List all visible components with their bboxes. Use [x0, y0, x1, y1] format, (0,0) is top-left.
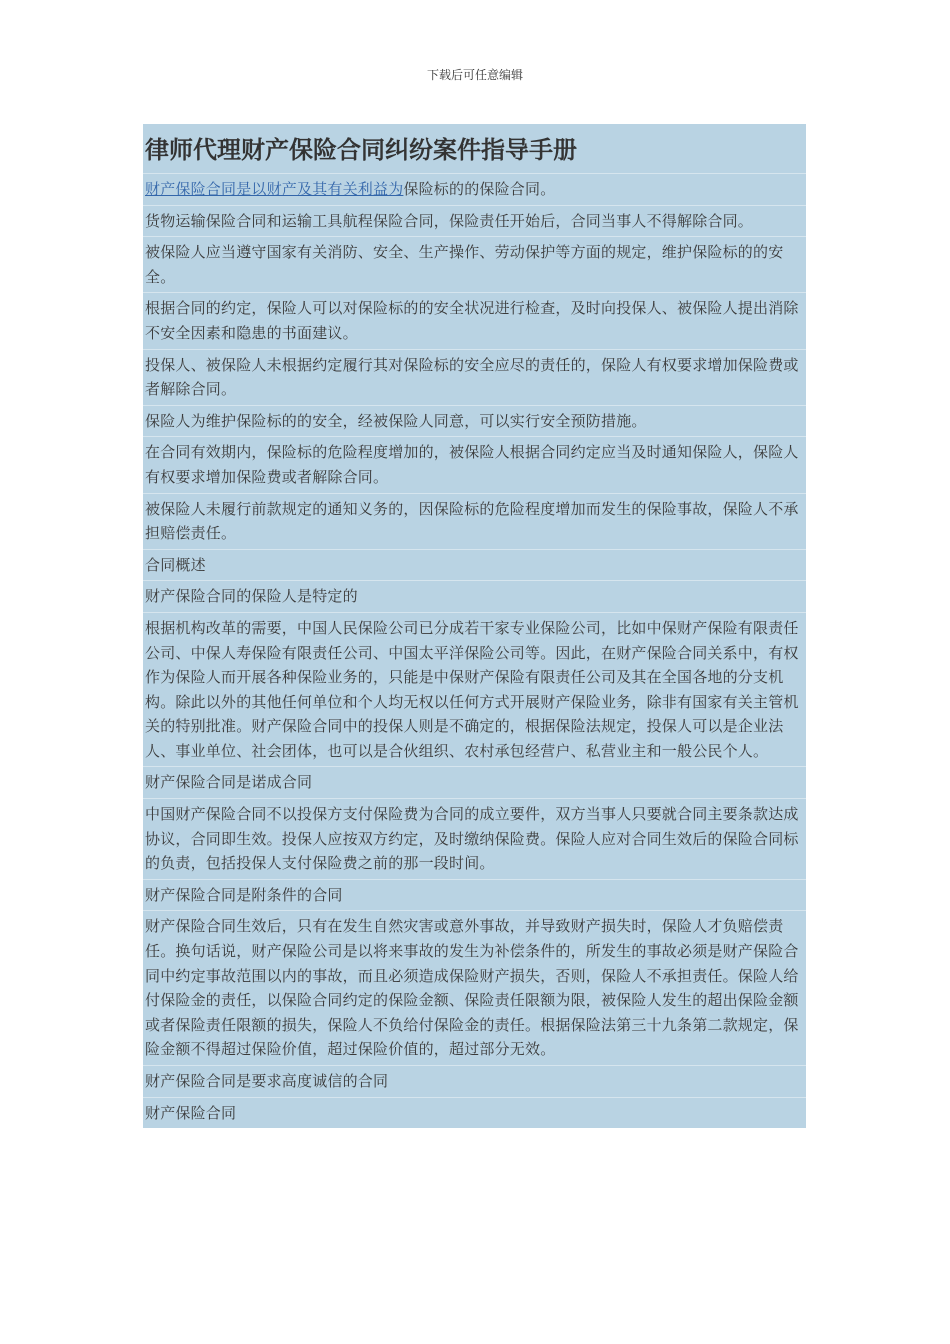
paragraph: 根据机构改革的需要，中国人民保险公司已分成若干家专业保险公司，比如中保财产保险有限责任公司、中保人寿保险有限责任公司、中国太平洋保险公司等。因此，在财产保险合同关系中，有权作为保险人而开展各种保险业务的，只能是中保财产保险有限责任公司及其在全国各地的分支机构。除此以外的其他任何单位和个人均无权以任何方式开展财产保险业务，除非有国家有关主管机关的特别批准。财产保险合同中的投保人则是不确定的，根据保险法规定，投保人可以是企业法人、事业单位、社会团体，也可以是合伙组织、农村承包经营户、私营业主和一般公民个人。: [143, 613, 806, 768]
paragraph: 被保险人应当遵守国家有关消防、安全、生产操作、劳动保护等方面的规定，维护保险标的的安全。: [143, 237, 806, 293]
section-heading: 合同概述: [143, 550, 806, 582]
document-title: 律师代理财产保险合同纠纷案件指导手册: [143, 124, 806, 174]
paragraph: 财产保险合同: [145, 1103, 237, 1122]
paragraph: 财产保险合同生效后，只有在发生自然灾害或意外事故，并导致财产损失时，保险人才负赔偿责任。换句话说，财产保险公司是以将来事故的发生为补偿条件的，所发生的事故必须是财产保险合同中约定事故范围以内的事故，而且必须造成保险财产损失，否则，保险人不承担责任。保险人给付保险金的责任，以保险合同约定的保险金额、保险责任限额为限，被保险人发生的超出保险金额或者保险责任限额的损失，保险人不负给付保险金的责任。根据保险法第三十九条第二款规定，保险金额不得超过保险价值，超过保险价值的，超过部分无效。: [143, 911, 806, 1066]
intro-link[interactable]: 财产保险合同是以财产及其有关利益为: [145, 180, 404, 198]
paragraph: 根据合同的约定，保险人可以对保险标的的安全状况进行检查，及时向投保人、被保险人提出消除不安全因素和隐患的书面建议。: [143, 293, 806, 349]
section-heading: 财产保险合同是诺成合同: [143, 767, 806, 799]
section-heading: 财产保险合同是要求高度诚信的合同: [143, 1066, 806, 1098]
section-heading: 财产保险合同是附条件的合同: [143, 880, 806, 912]
intro-paragraph: [143, 174, 806, 206]
section-heading: 财产保险合同的保险人是特定的: [143, 581, 806, 613]
page-header-note: 下载后可任意编辑: [426, 68, 523, 82]
paragraph: 保险人为维护保险标的的安全，经被保险人同意，可以实行安全预防措施。: [143, 406, 806, 438]
paragraph: 投保人、被保险人未根据约定履行其对保险标的安全应尽的责任的，保险人有权要求增加保险费或者解除合同。: [143, 350, 806, 406]
paragraph: 被保险人未履行前款规定的通知义务的，因保险标的危险程度增加而发生的保险事故，保险人不承担赔偿责任。: [143, 494, 806, 550]
document-body: [143, 124, 806, 1128]
paragraph: 在合同有效期内，保险标的危险程度增加的，被保险人根据合同约定应当及时通知保险人，保险人有权要求增加保险费或者解除合同。: [143, 437, 806, 493]
paragraph: 中国财产保险合同不以投保方支付保险费为合同的成立要件，双方当事人只要就合同主要条款达成协议，合同即生效。投保人应按双方约定，及时缴纳保险费。保险人应对合同生效后的保险合同标的负责，包括投保人支付保险费之前的那一段时间。: [143, 799, 806, 880]
paragraph: 货物运输保险合同和运输工具航程保险合同，保险责任开始后，合同当事人不得解除合同。: [143, 206, 806, 238]
intro-rest: 保险标的的保险合同。: [403, 180, 556, 198]
